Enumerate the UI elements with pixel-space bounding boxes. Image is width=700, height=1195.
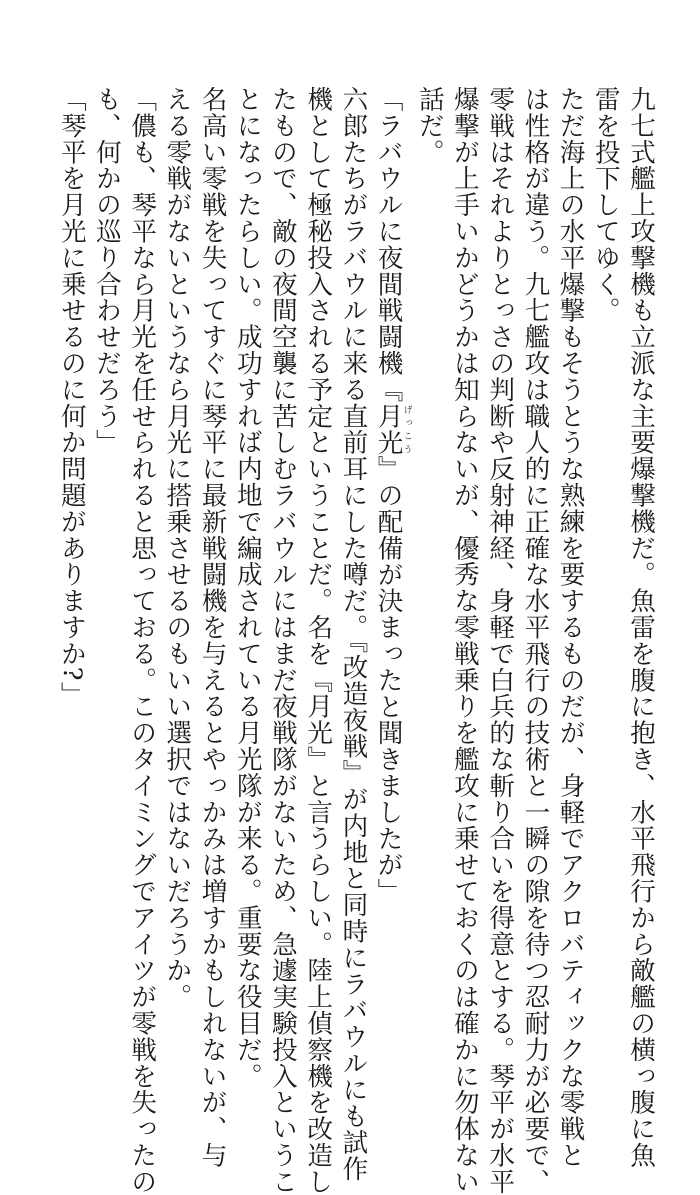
text-line: は性格が違う。九七艦攻は職人的に正確な水平飛行の技術と一瞬の隙を待つ忍耐力が必要で、 [520, 86, 551, 1195]
text-line: 九七式艦上攻撃機も立派な主要爆撃機だ。魚雷を腹に抱き、水平飛行から敵艦の横っ腹に魚 [626, 86, 656, 1169]
text-fragment: 「ラバウルに夜間戦闘機『 [373, 86, 404, 403]
text-line: 六郎たちがラバウルに来る直前耳にした噂だ。『改造夜戦』が内地と同時にラバウルにも試作 [338, 86, 369, 1182]
text-line: 「儂も、琴平なら月光を任せられると思っておる。このタイミングでアイツが零戦を失ったの [127, 86, 158, 1195]
text-fragment: 』の配備が決まったと聞きましたが」 [373, 455, 404, 905]
text-line: とになったらしい。成功すれば内地で編成されている月光隊が来る。重要な役目だ。 [232, 86, 263, 1090]
text-line: 零戦はそれよりとっさの判断や反射神経、身軽で白兵的な斬り合いを得意とする。琴平が水平 [485, 86, 516, 1195]
text-line-with-ruby [370, 86, 411, 966]
text-line: える零戦がないというなら月光に搭乗させるのもいい選択ではないだろうか。 [162, 86, 193, 1010]
text-line: 機として極秘投入される予定ということだ。名を『月光』と言うらしい。陸上偵察機を改造し [303, 86, 334, 1195]
ruby-base: 月光 [373, 402, 404, 456]
text-line: ただ海上の水平爆撃もそうとうな熟練を要するものだが、身軽でアクロバティックな零戦と [555, 86, 586, 1169]
text-line: 話だ。 [414, 86, 445, 166]
ruby-annotation [373, 402, 412, 456]
ruby-reading: げっこう [401, 402, 412, 456]
text-line: 爆撃が上手いかどうかは知らないが、優秀な零戦乗りを艦攻に乗せておくのは確かに勿体ない [449, 86, 480, 1195]
text-line: 「琴平を月光に乗せるのに何か問題がありますか?」 [56, 86, 87, 708]
text-line: たもので、敵の夜間空襲に苦しむラバウルにはまだ夜戦隊がないため、急遽実験投入というこ [267, 86, 298, 1195]
text-line: 雷を投下してゆく。 [590, 86, 621, 324]
text-line: も、何かの巡り合わせだろう」 [91, 86, 122, 456]
vertical-text-body [54, 86, 658, 1195]
text-line: 名高い零戦を失ってすぐに琴平に最新戦闘機を与えるとやっかみは増すかもしれないが、与 [197, 86, 228, 1169]
